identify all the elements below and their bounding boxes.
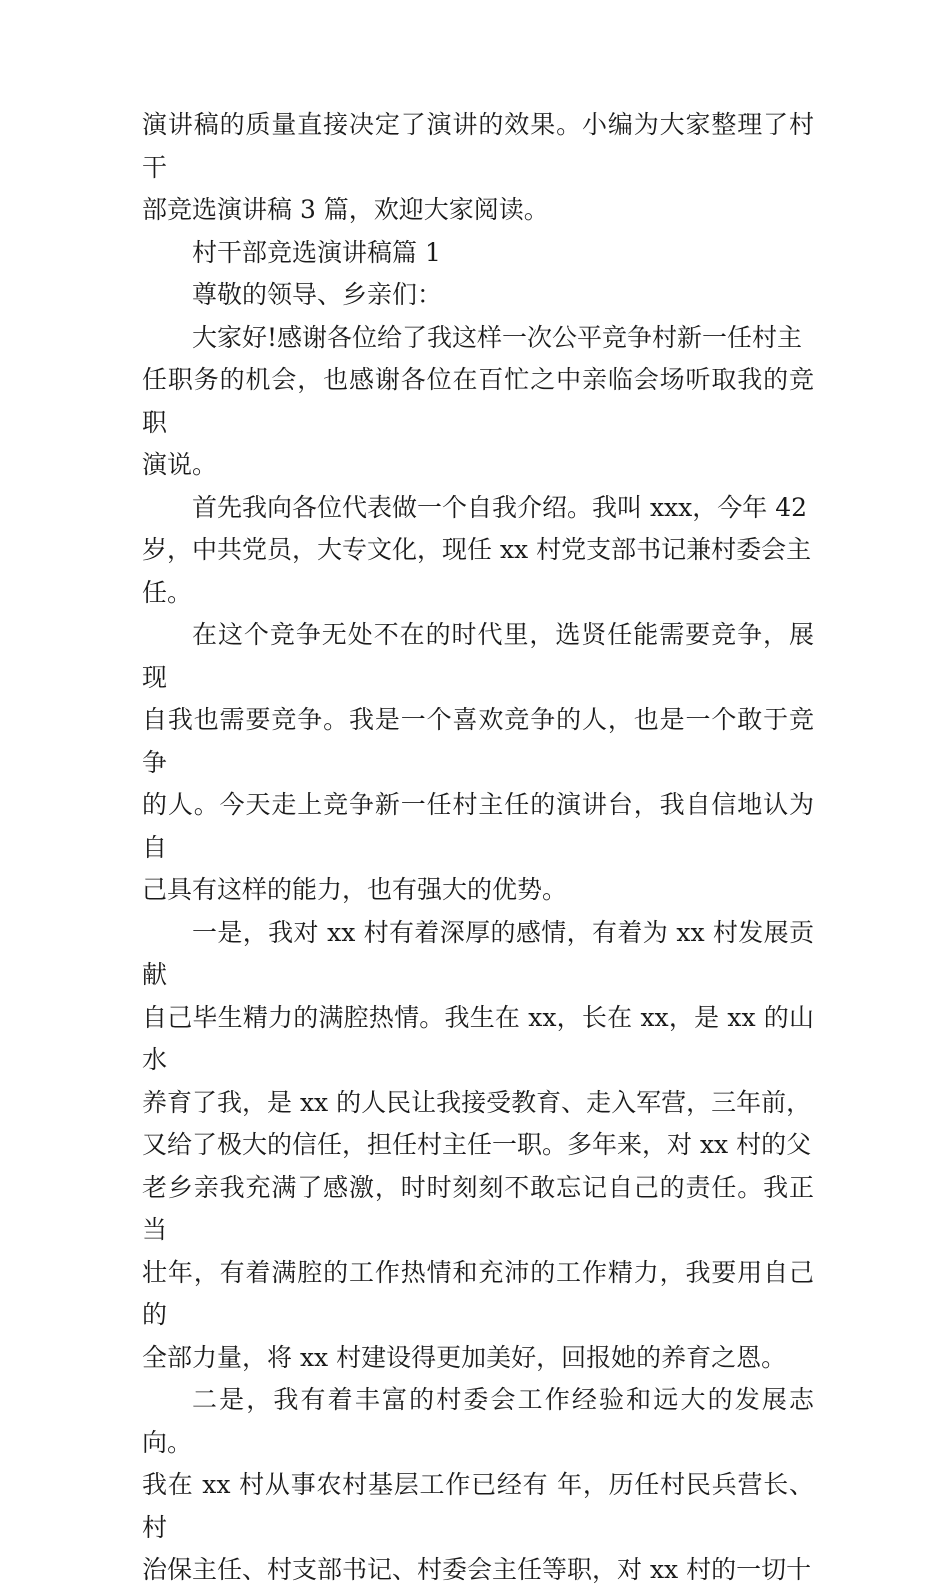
speech-title: 村干部竞选演讲稿篇 1 — [192, 237, 441, 267]
competition-paragraph: 在这个竞争无处不在的时代里，选贤任能需要竞争，展现 自我也需要竞争。我是一个喜欢竞争的人，也是一个敢于竞争 的人。今天走上竞争新一任村主任的演讲台，我自信地认为自 己具有这样的能力，也有强大的优势。 — [142, 620, 814, 904]
point-two-paragraph: 二是，我有着丰富的村委会工作经验和远大的发展志向。 我在 xx 村从事农村基层工作已经有 年，历任村民兵营长、村 治保主任、村支部书记、村委会主任等职，对 xx 村的一切十 — [142, 1385, 814, 1584]
document-body — [142, 104, 814, 1592]
self-introduction-paragraph: 首先我向各位代表做一个自我介绍。我叫 xxx，今年 42 岁，中共党员，大专文化，现任 xx 村党支部书记兼村委会主 任。 — [142, 492, 812, 607]
greeting-paragraph: 大家好!感谢各位给了我这样一次公平竞争村新一任村主 任职务的机会，也感谢各位在百忙之中亲临会场听取我的竞职 演说。 — [142, 322, 814, 479]
salutation: 尊敬的领导、乡亲们： — [192, 280, 443, 309]
point-one-paragraph: 一是，我对 xx 村有着深厚的感情，有着为 xx 村发展贡献 自己毕生精力的满腔热情。我生在 xx，长在 xx，是 xx 的山水 养育了我，是 xx 的人民让我接受教育、走入军营，三年前， 又给了极大的信任，担任村主任一职。多年来，对 xx 村的父 老乡亲我充满了感激，时时刻刻不敢忘记自己的责任。我正当 壮年，有着满腔的工作热情和充沛的工作精力，我要用自己的 全部力量，将 xx 村建设得更加美好，回报她的养育之恩。 — [142, 917, 814, 1372]
intro-paragraph: 演讲稿的质量直接决定了演讲的效果。小编为大家整理了村干 部竞选演讲稿 3 篇，欢迎大家阅读。 — [142, 110, 814, 224]
